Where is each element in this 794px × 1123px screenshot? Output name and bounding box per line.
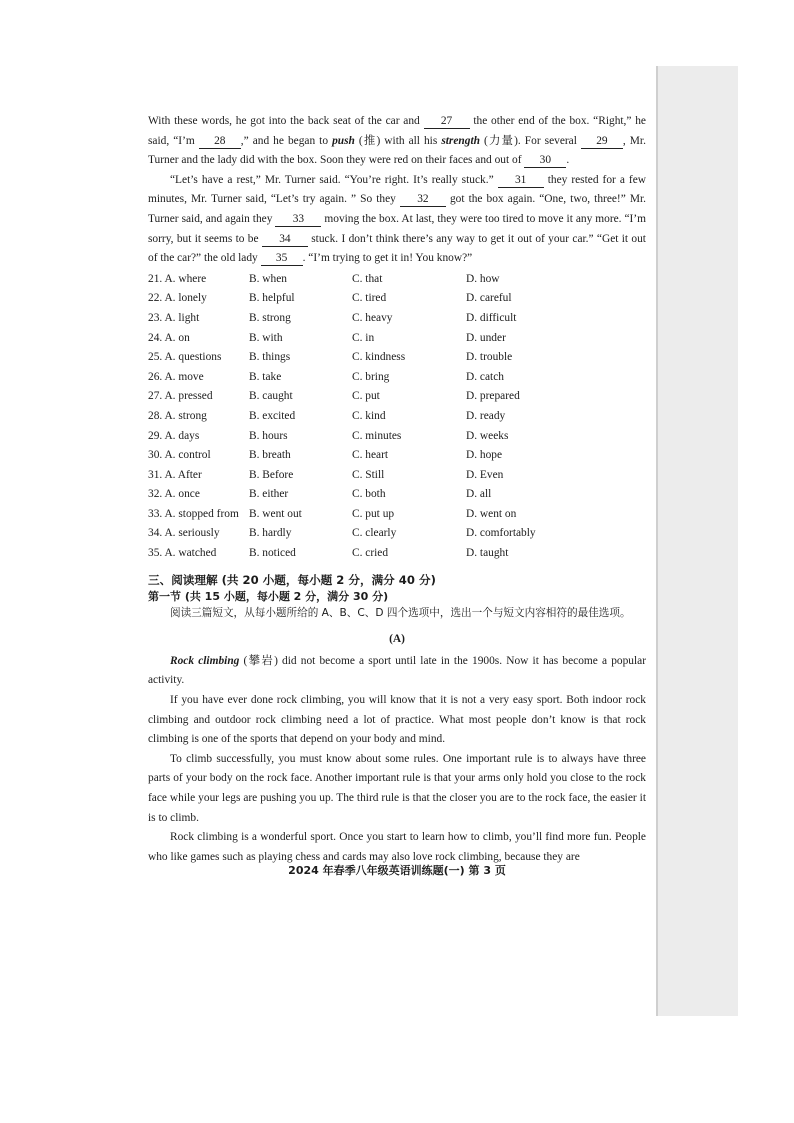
option-cell: D. catch — [466, 370, 504, 383]
option-cell: 29. A. days — [148, 429, 200, 442]
option-row — [148, 505, 646, 525]
page-footer: 2024 年春季八年级英语训练题(一) 第 3 页 — [288, 864, 506, 877]
blank-28: 28 — [199, 135, 241, 149]
option-cell: B. things — [249, 351, 291, 364]
option-cell: D. trouble — [466, 351, 513, 364]
option-row — [148, 544, 646, 564]
option-row — [148, 368, 646, 388]
blank-30: 30 — [524, 154, 566, 168]
option-cell: D. how — [466, 272, 500, 285]
option-cell: C. that — [352, 272, 383, 285]
option-row — [148, 485, 646, 505]
option-cell: C. heart — [352, 449, 389, 462]
page-content — [148, 112, 646, 867]
option-cell: D. went on — [466, 507, 517, 520]
option-row — [148, 329, 646, 349]
option-row — [148, 407, 646, 427]
option-cell: C. kind — [352, 409, 386, 422]
option-cell: 34. A. seriously — [148, 527, 220, 540]
cloze-paragraph-2 — [148, 171, 646, 269]
option-cell: B. Before — [249, 468, 294, 481]
text: with all his — [384, 134, 438, 147]
option-cell: 31. A. After — [148, 468, 202, 481]
blank-34: 34 — [262, 233, 308, 247]
gloss-rock-climbing: (攀岩) — [243, 654, 278, 667]
option-cell: B. either — [249, 488, 289, 501]
option-row — [148, 387, 646, 407]
option-cell: D. difficult — [466, 311, 517, 324]
option-cell: C. in — [352, 331, 375, 344]
option-cell: 21. A. where — [148, 272, 207, 285]
reading-paragraph-1 — [148, 652, 646, 691]
blank-27: 27 — [424, 115, 470, 129]
option-cell: C. kindness — [352, 351, 406, 364]
gloss-strength: (力量) — [483, 134, 518, 147]
option-cell: B. went out — [249, 507, 302, 520]
text: moving the box. At last, they were too tired to move it any more. “I’m sorry, but it seems to be — [148, 212, 646, 245]
blank-29: 29 — [581, 135, 623, 149]
keyword-rock-climbing: Rock climbing — [170, 654, 240, 667]
option-cell: B. with — [249, 331, 283, 344]
option-cell: D. under — [466, 331, 506, 344]
option-cell: B. hardly — [249, 527, 292, 540]
blank-32: 32 — [400, 193, 446, 207]
gloss-push: (推) — [358, 134, 381, 147]
text: . “I’m trying to get it in! You know?” — [302, 252, 473, 265]
option-row — [148, 309, 646, 329]
option-cell: 35. A. watched — [148, 547, 217, 560]
option-cell: B. hours — [249, 429, 288, 442]
blank-35: 35 — [261, 252, 303, 266]
reading-paragraph-2: If you have ever done rock climbing, you will know that it is not a very easy sport. Both indoor rock climbing and outdoor rock climbing need a lot of practice. What most people don’t know is that rock climbing is one of the sports that depend on your body and mind. — [148, 693, 646, 746]
text: got the box again. “One, two, three!” Mr. Turner said, and again they — [148, 193, 646, 225]
option-row — [148, 348, 646, 368]
text: With these words, he got into the back seat of the car and — [148, 115, 420, 127]
option-cell: C. put — [352, 390, 380, 403]
text: did not become a sport until late in the 1900s. Now it has become a popular activity. — [148, 654, 646, 687]
option-cell: B. when — [249, 272, 287, 285]
option-row — [148, 466, 646, 486]
option-cell: D. Even — [466, 468, 504, 481]
option-row — [148, 270, 646, 290]
section-instructions: 阅读三篇短文，从每小题所给的 A、B、C、D 四个选项中，选出一个与短文内容相符的最佳选项。 — [170, 606, 631, 619]
text: , Mr. Turner and the lady did with the box. Soon they were red on their faces and out of — [148, 134, 646, 167]
reading-paragraph-4: Rock climbing is a wonderful sport. Once you start to learn how to climb, you’ll find more fun. People who like games such as playing chess and cards may also love rock climbing, because they are — [148, 831, 646, 863]
passage-title: (A) — [389, 633, 405, 646]
adjacent-page-shadow — [656, 66, 738, 1016]
option-cell: C. heavy — [352, 311, 393, 324]
option-cell: 28. A. strong — [148, 409, 207, 422]
option-cell: B. noticed — [249, 547, 296, 560]
option-cell: D. all — [466, 488, 492, 501]
option-cell: D. weeks — [466, 429, 509, 442]
keyword-strength: strength — [441, 134, 480, 147]
blank-31: 31 — [498, 174, 544, 188]
keyword-push: push — [332, 134, 355, 147]
option-cell: B. breath — [249, 449, 291, 462]
option-cell: C. clearly — [352, 527, 397, 540]
option-cell: B. take — [249, 370, 282, 383]
option-row — [148, 446, 646, 466]
option-cell: B. excited — [249, 409, 296, 422]
section-title: 三、阅读理解 (共 20 小题，每小题 2 分，满分 40 分) — [148, 572, 436, 587]
option-cell: C. put up — [352, 507, 395, 520]
option-cell: D. careful — [466, 292, 512, 305]
text: stuck. I don’t think there’s any way to get it out of your car.” “Get it out of the car?” the old lady — [148, 232, 646, 265]
page-edge-line — [656, 66, 658, 1016]
option-cell: 30. A. control — [148, 449, 211, 462]
option-cell: D. taught — [466, 547, 509, 560]
option-cell: C. minutes — [352, 429, 402, 442]
option-cell: 25. A. questions — [148, 351, 222, 364]
option-cell: 27. A. pressed — [148, 390, 213, 403]
option-cell: 23. A. light — [148, 311, 200, 324]
option-cell: C. cried — [352, 547, 389, 560]
option-cell: 32. A. once — [148, 488, 200, 501]
option-cell: B. helpful — [249, 292, 295, 305]
option-cell: D. ready — [466, 409, 506, 422]
option-row — [148, 289, 646, 309]
option-cell: C. Still — [352, 468, 385, 481]
options-table — [148, 270, 646, 564]
section-part-title: 第一节 (共 15 小题，每小题 2 分，满分 30 分) — [148, 589, 389, 603]
text: the other end of the box. “Right,” he said, “I’m — [148, 115, 646, 147]
option-cell: 26. A. move — [148, 370, 204, 383]
option-cell: B. strong — [249, 311, 291, 324]
option-cell: D. comfortably — [466, 527, 536, 540]
cloze-paragraph-1 — [148, 112, 646, 171]
text: they rested for a few minutes, Mr. Turner said, “Let’s try again. ” So they — [148, 173, 646, 206]
option-cell: D. prepared — [466, 390, 520, 403]
option-row — [148, 427, 646, 447]
reading-paragraph-3: To climb successfully, you must know about some rules. One important rule is to always have three parts of your body on the rock face. Another important rule is that your arms only hold you close to the rock face while your legs are pushing you up. The third rule is that the closer you are to the rock face, the easier it is to climb. — [148, 752, 646, 824]
text: ,” and he began to — [240, 134, 329, 147]
option-cell: C. both — [352, 488, 386, 501]
option-cell: 22. A. lonely — [148, 292, 207, 305]
text: . For several — [517, 134, 577, 147]
option-cell: C. bring — [352, 370, 390, 383]
option-cell: 24. A. on — [148, 331, 190, 344]
blank-33: 33 — [275, 213, 321, 227]
option-cell: B. caught — [249, 390, 293, 403]
option-cell: D. hope — [466, 449, 503, 462]
option-row — [148, 524, 646, 544]
text: “Let’s have a rest,” Mr. Turner said. “You’re right. It’s really stuck.” — [170, 173, 494, 186]
option-cell: 33. A. stopped from — [148, 507, 239, 520]
text: . — [566, 154, 570, 167]
option-cell: C. tired — [352, 292, 387, 305]
